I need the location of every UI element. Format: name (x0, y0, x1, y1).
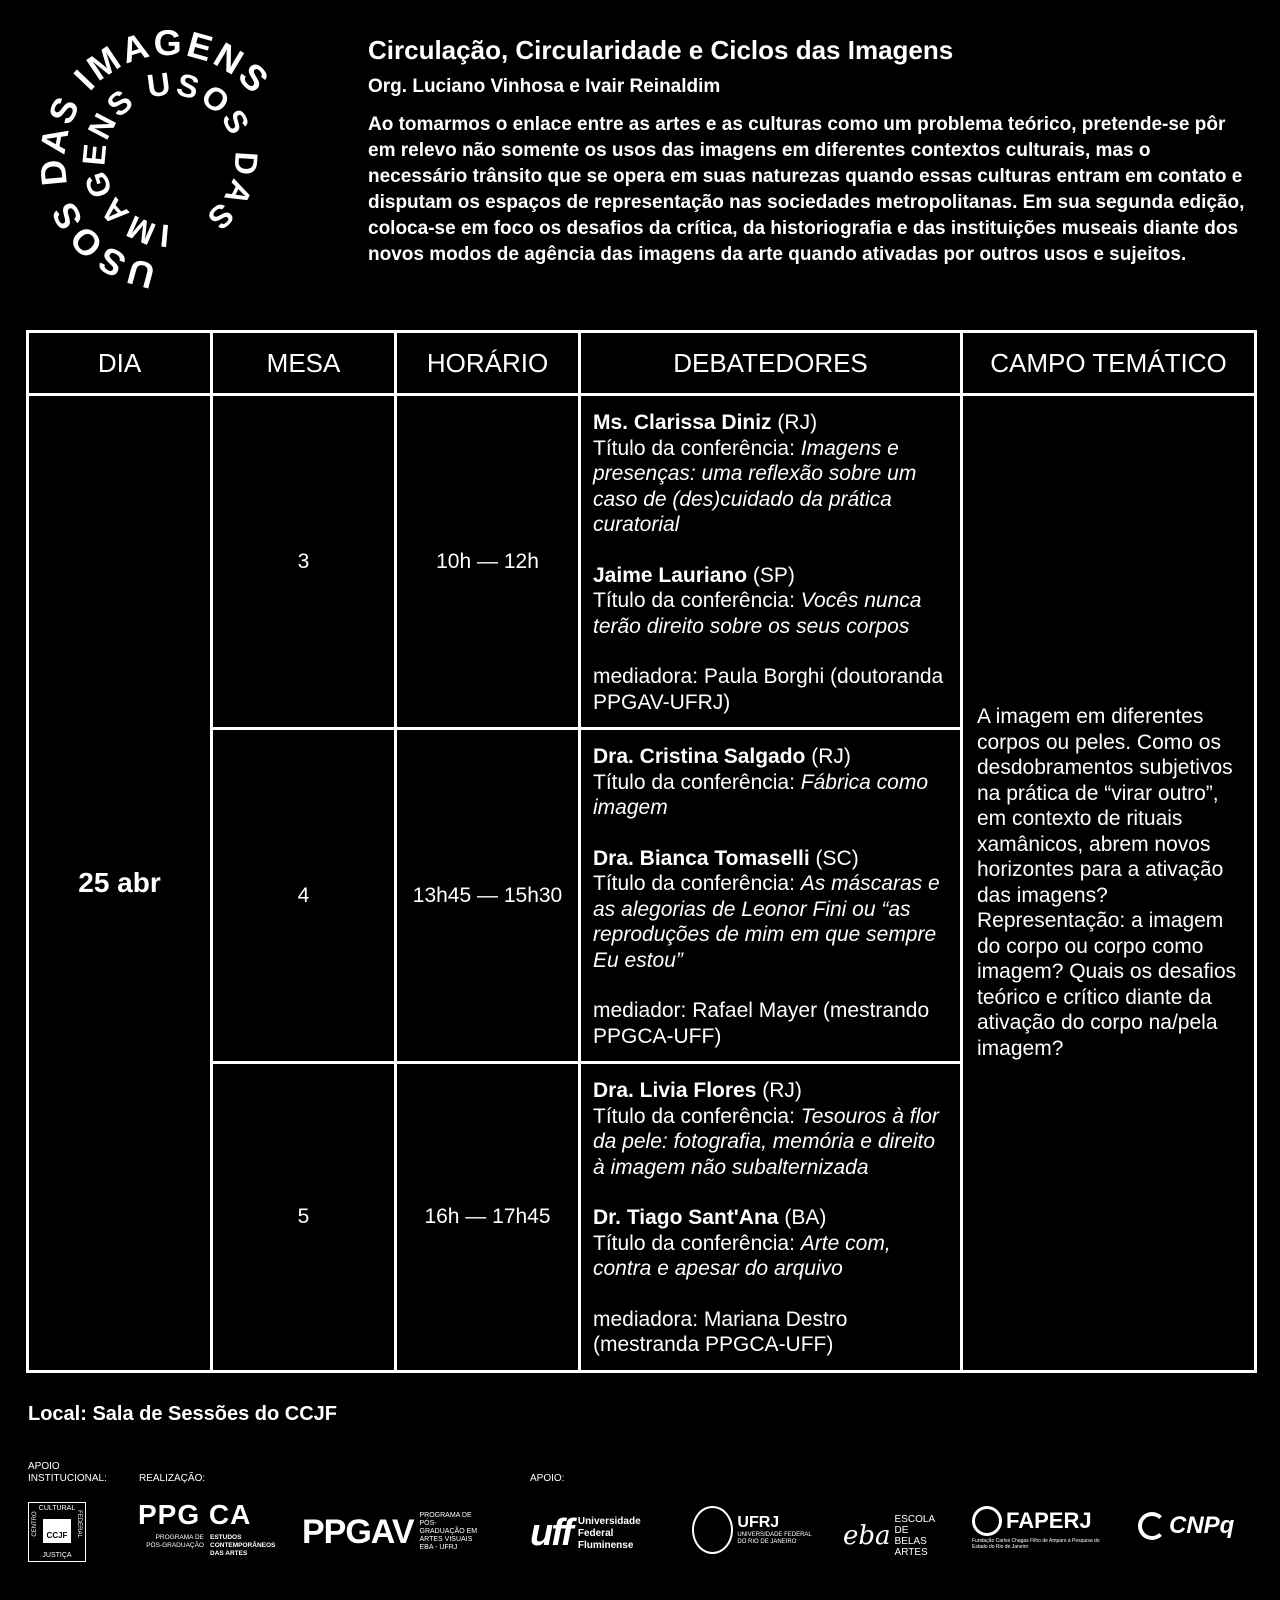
horario-cell: 13h45 — 15h30 (396, 729, 580, 1063)
venue-location: Local: Sala de Sessões do CCJF (28, 1403, 337, 1425)
speaker (593, 1078, 948, 1180)
uff-logo (530, 1512, 670, 1555)
eba-mark: eba (843, 1521, 891, 1551)
speaker-state: (BA) (784, 1206, 827, 1229)
mediator: mediadora: Mariana Destro (mestranda PPGCA-UFF) (593, 1307, 848, 1356)
debatedores-cell (580, 729, 962, 1063)
header-dia: DIA (28, 332, 212, 395)
talk-title: Fábrica como imagem (593, 770, 929, 819)
event-header (368, 34, 1248, 268)
speaker-name: Ms. Clarissa Diniz (593, 411, 772, 434)
ppgav-logo (302, 1512, 482, 1552)
mesa-cell: 4 (212, 729, 396, 1063)
usos-das-imagens-logo (20, 20, 320, 300)
mediator: mediadora: Paula Borghi (doutoranda PPGAV-UFRJ) (593, 665, 944, 714)
apoio-institucional-label: APOIO INSTITUCIONAL: (28, 1461, 107, 1484)
ufrj-caption: UNIVERSIDADE FEDERAL DO RIO DE JANEIRO (737, 1532, 812, 1545)
speaker-name: Dr. Tiago Sant'Ana (593, 1206, 779, 1229)
mesa-cell: 5 (212, 1063, 396, 1372)
speaker-state: (RJ) (762, 1079, 802, 1102)
speaker (593, 744, 948, 821)
day-cell: 25 abr (28, 395, 212, 1372)
talk-label: Título da conferência: (593, 436, 795, 460)
talk-title: Tesouros à flor da pele: fotografia, memória e direito à imagem não subalternizada (593, 1104, 939, 1179)
debatedores-cell (580, 395, 962, 729)
speaker-state: (RJ) (777, 411, 818, 434)
header-horario: HORÁRIO (396, 332, 580, 395)
ccjf-right-word: FEDERAL (76, 1510, 82, 1538)
intro-paragraph: Ao tomarmos o enlace entre as artes e as culturas como um problema teórico, pretende-se pôr em relevo não somente os usos das imagens em diferentes contextos culturais, mas o necessário trânsito que se opera em suas naturezas quando essas culturas entram em contato e disputam os espaços de representação nas sociedades metropolitanas. Em sua segunda edição, coloca-se em foco os desafios da crítica, da historiografia e das instituições museais diante dos novos modos de agência das imagens da arte quando ativadas por outros usos e sujeitos. (368, 114, 1245, 265)
table-header-row (28, 332, 1256, 395)
ccjf-mark: CCJF (46, 1531, 68, 1540)
campo-tematico-cell: A imagem em diferentes corpos ou peles. Como os desdobramentos subjetivos na prática de “virar outro”, em contexto de rituais xamânicos, abrem novos horizontes para a ativação das imagens? Representação: a imagem do corpo ou corpo como imagem? Quais os desafios teórico e crítico diante da ativação do corpo na/pela imagem? (962, 395, 1256, 1372)
cnpq-wordmark: CNPq (1169, 1512, 1235, 1539)
ppgav-wordmark: PPGAV (302, 1512, 414, 1551)
talk-label: Título da conferência: (593, 589, 795, 612)
mesa-cell: 3 (212, 395, 396, 729)
ppgca-right-caption: ESTUDOS CONTEMPORÂNEOS DAS ARTES (210, 1534, 276, 1557)
cnpq-logo (1138, 1512, 1258, 1540)
talk-title: Vocês nunca terão direito sobre os seus corpos (593, 589, 922, 638)
horario-cell: 16h — 17h45 (396, 1063, 580, 1372)
speaker-state: (SC) (815, 846, 859, 870)
page-title: Circulação, Circularidade e Ciclos das Imagens (368, 35, 954, 65)
talk-title: Imagens e presenças: uma reflexão sobre um caso de (des)cuidado da prática curatorial (593, 436, 917, 536)
header-campo-tematico: CAMPO TEMÁTICO (962, 332, 1256, 395)
speaker-name: Jaime Lauriano (593, 563, 748, 587)
speaker (593, 1205, 948, 1282)
logo-inner-ring-text: IMAGENS USOS DAS (75, 65, 265, 255)
ppgca-wordmark: PPG CA (138, 1499, 252, 1530)
ppgca-left-caption: PROGRAMA DE PÓS-GRADUAÇÃO (146, 1534, 204, 1549)
eba-caption: ESCOLA DE BELAS ARTES (894, 1514, 935, 1558)
ufrj-logo (692, 1506, 822, 1554)
speaker-state: (RJ) (811, 745, 851, 768)
speaker-state: (SP) (752, 563, 795, 587)
eba-logo (843, 1514, 943, 1558)
ccjf-logo (28, 1502, 86, 1562)
apoio-label: APOIO: (530, 1473, 565, 1484)
speaker-name: Dra. Livia Flores (593, 1079, 757, 1102)
debatedores-cell (580, 1063, 962, 1372)
header-mesa: MESA (212, 332, 396, 395)
ppgav-caption: PROGRAMA DE PÓS-GRADUAÇÃO EM ARTES VISUAIS EBA - UFRJ (419, 1512, 478, 1551)
cnpq-emblem-icon (1138, 1512, 1166, 1540)
speaker-name: Dra. Bianca Tomaselli (593, 846, 810, 870)
logo-outer-ring-text: USOS DAS IMAGENS (31, 21, 279, 298)
mediator: mediador: Rafael Mayer (mestrando PPGCA-UFF) (593, 999, 930, 1048)
speaker (593, 410, 948, 538)
faperj-logo (972, 1506, 1112, 1550)
ufrj-wordmark: UFRJ (737, 1514, 780, 1531)
header-debatedores: DEBATEDORES (580, 332, 962, 395)
speaker (593, 846, 948, 974)
faperj-wordmark: FAPERJ (1006, 1508, 1092, 1533)
speaker (593, 563, 948, 640)
talk-label: Título da conferência: (593, 770, 795, 794)
faperj-emblem-icon (972, 1506, 1002, 1536)
table-row (28, 395, 1256, 729)
uff-wordmark: uff (530, 1512, 572, 1554)
realizacao-label: REALIZAÇÃO: (139, 1473, 206, 1484)
talk-title: Arte com, contra e apesar do arquivo (593, 1231, 891, 1280)
ccjf-top-word: CULTURAL (38, 1505, 76, 1512)
schedule-table (26, 330, 1257, 1373)
talk-title: As máscaras e as alegorias de Leonor Fini ou “as reproduções de mim em que sempre Eu estou” (593, 872, 940, 972)
ppgca-logo (138, 1500, 278, 1558)
ccjf-left-word: CENTRO (32, 1511, 38, 1537)
horario-cell: 10h — 12h (396, 395, 580, 729)
faperj-caption: Fundação Carlos Chagas Filho de Amparo à Pesquisa do Estado do Rio de Janeiro (972, 1538, 1100, 1550)
talk-label: Título da conferência: (593, 1231, 795, 1255)
organizers: Org. Luciano Vinhosa e Ivair Reinaldim (368, 76, 721, 97)
logo-graphic (20, 20, 320, 300)
talk-label: Título da conferência: (593, 872, 795, 895)
talk-label: Título da conferência: (593, 1104, 795, 1128)
ufrj-crest-icon (692, 1506, 733, 1554)
ccjf-bottom-word: JUSTIÇA (42, 1552, 72, 1559)
speaker-name: Dra. Cristina Salgado (593, 745, 806, 768)
uff-caption: Universidade Federal Fluminense (577, 1515, 641, 1551)
